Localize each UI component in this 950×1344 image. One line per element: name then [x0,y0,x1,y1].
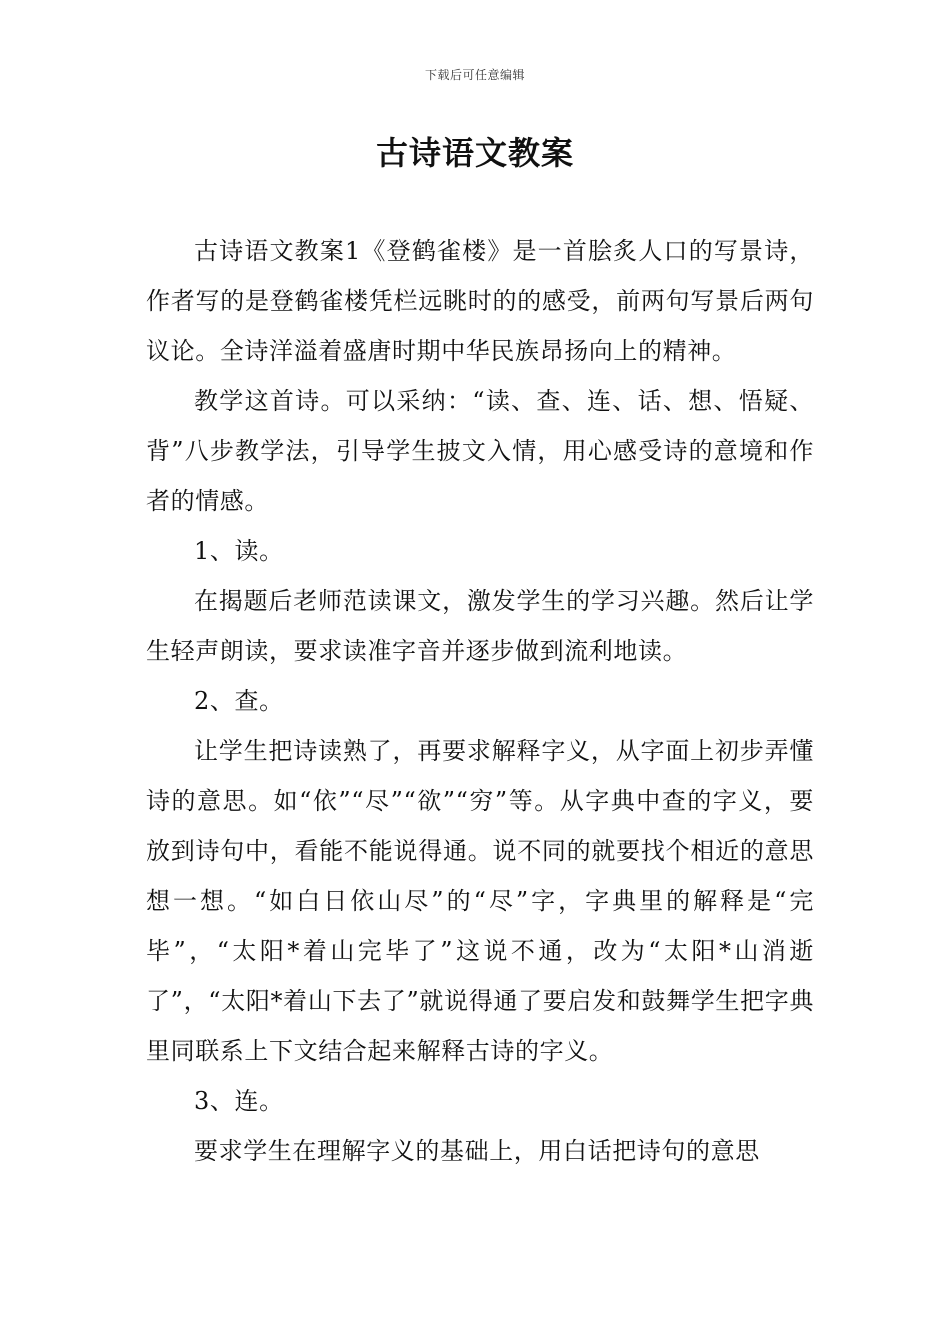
section-heading-check: 2、查。 [194,687,284,715]
section-heading-read: 1、读。 [194,537,284,565]
section-heading-connect: 3、连。 [194,1087,284,1115]
header-note: 下载后可任意编辑 [424,68,525,82]
document-body [146,226,814,1176]
paragraph-method: 教学这首诗。可以采纳：“读、查、连、话、想、悟疑、背”八步教学法，引导学生披文入情，用心感受诗的意境和作者的情感。 [146,387,814,515]
paragraph-connect: 要求学生在理解字义的基础上，用白话把诗句的意思 [194,1137,760,1165]
paragraph-read: 在揭题后老师范读课文，激发学生的学习兴趣。然后让学生轻声朗读，要求读准字音并逐步做到流利地读。 [146,587,814,665]
document-title: 古诗语文教案 [375,134,574,172]
paragraph-intro: 古诗语文教案1《登鹤雀楼》是一首脍炙人口的写景诗，作者写的是登鹤雀楼凭栏远眺时的的感受，前两句写景后两句议论。全诗洋溢着盛唐时期中华民族昂扬向上的精神。 [146,237,814,365]
paragraph-check: 让学生把诗读熟了，再要求解释字义，从字面上初步弄懂诗的意思。如“依”“尽”“欲”“穷”等。从字典中查的字义，要放到诗句中，看能不能说得通。说不同的就要找个相近的意思想一想。“如白日依山尽”的“尽”字，字典里的解释是“完毕”，“太阳*着山完毕了”这说不通，改为“太阳*山消逝了”，“太阳*着山下去了”就说得通了要启发和鼓舞学生把字典里同联系上下文结合起来解释古诗的字义。 [146,737,814,1065]
